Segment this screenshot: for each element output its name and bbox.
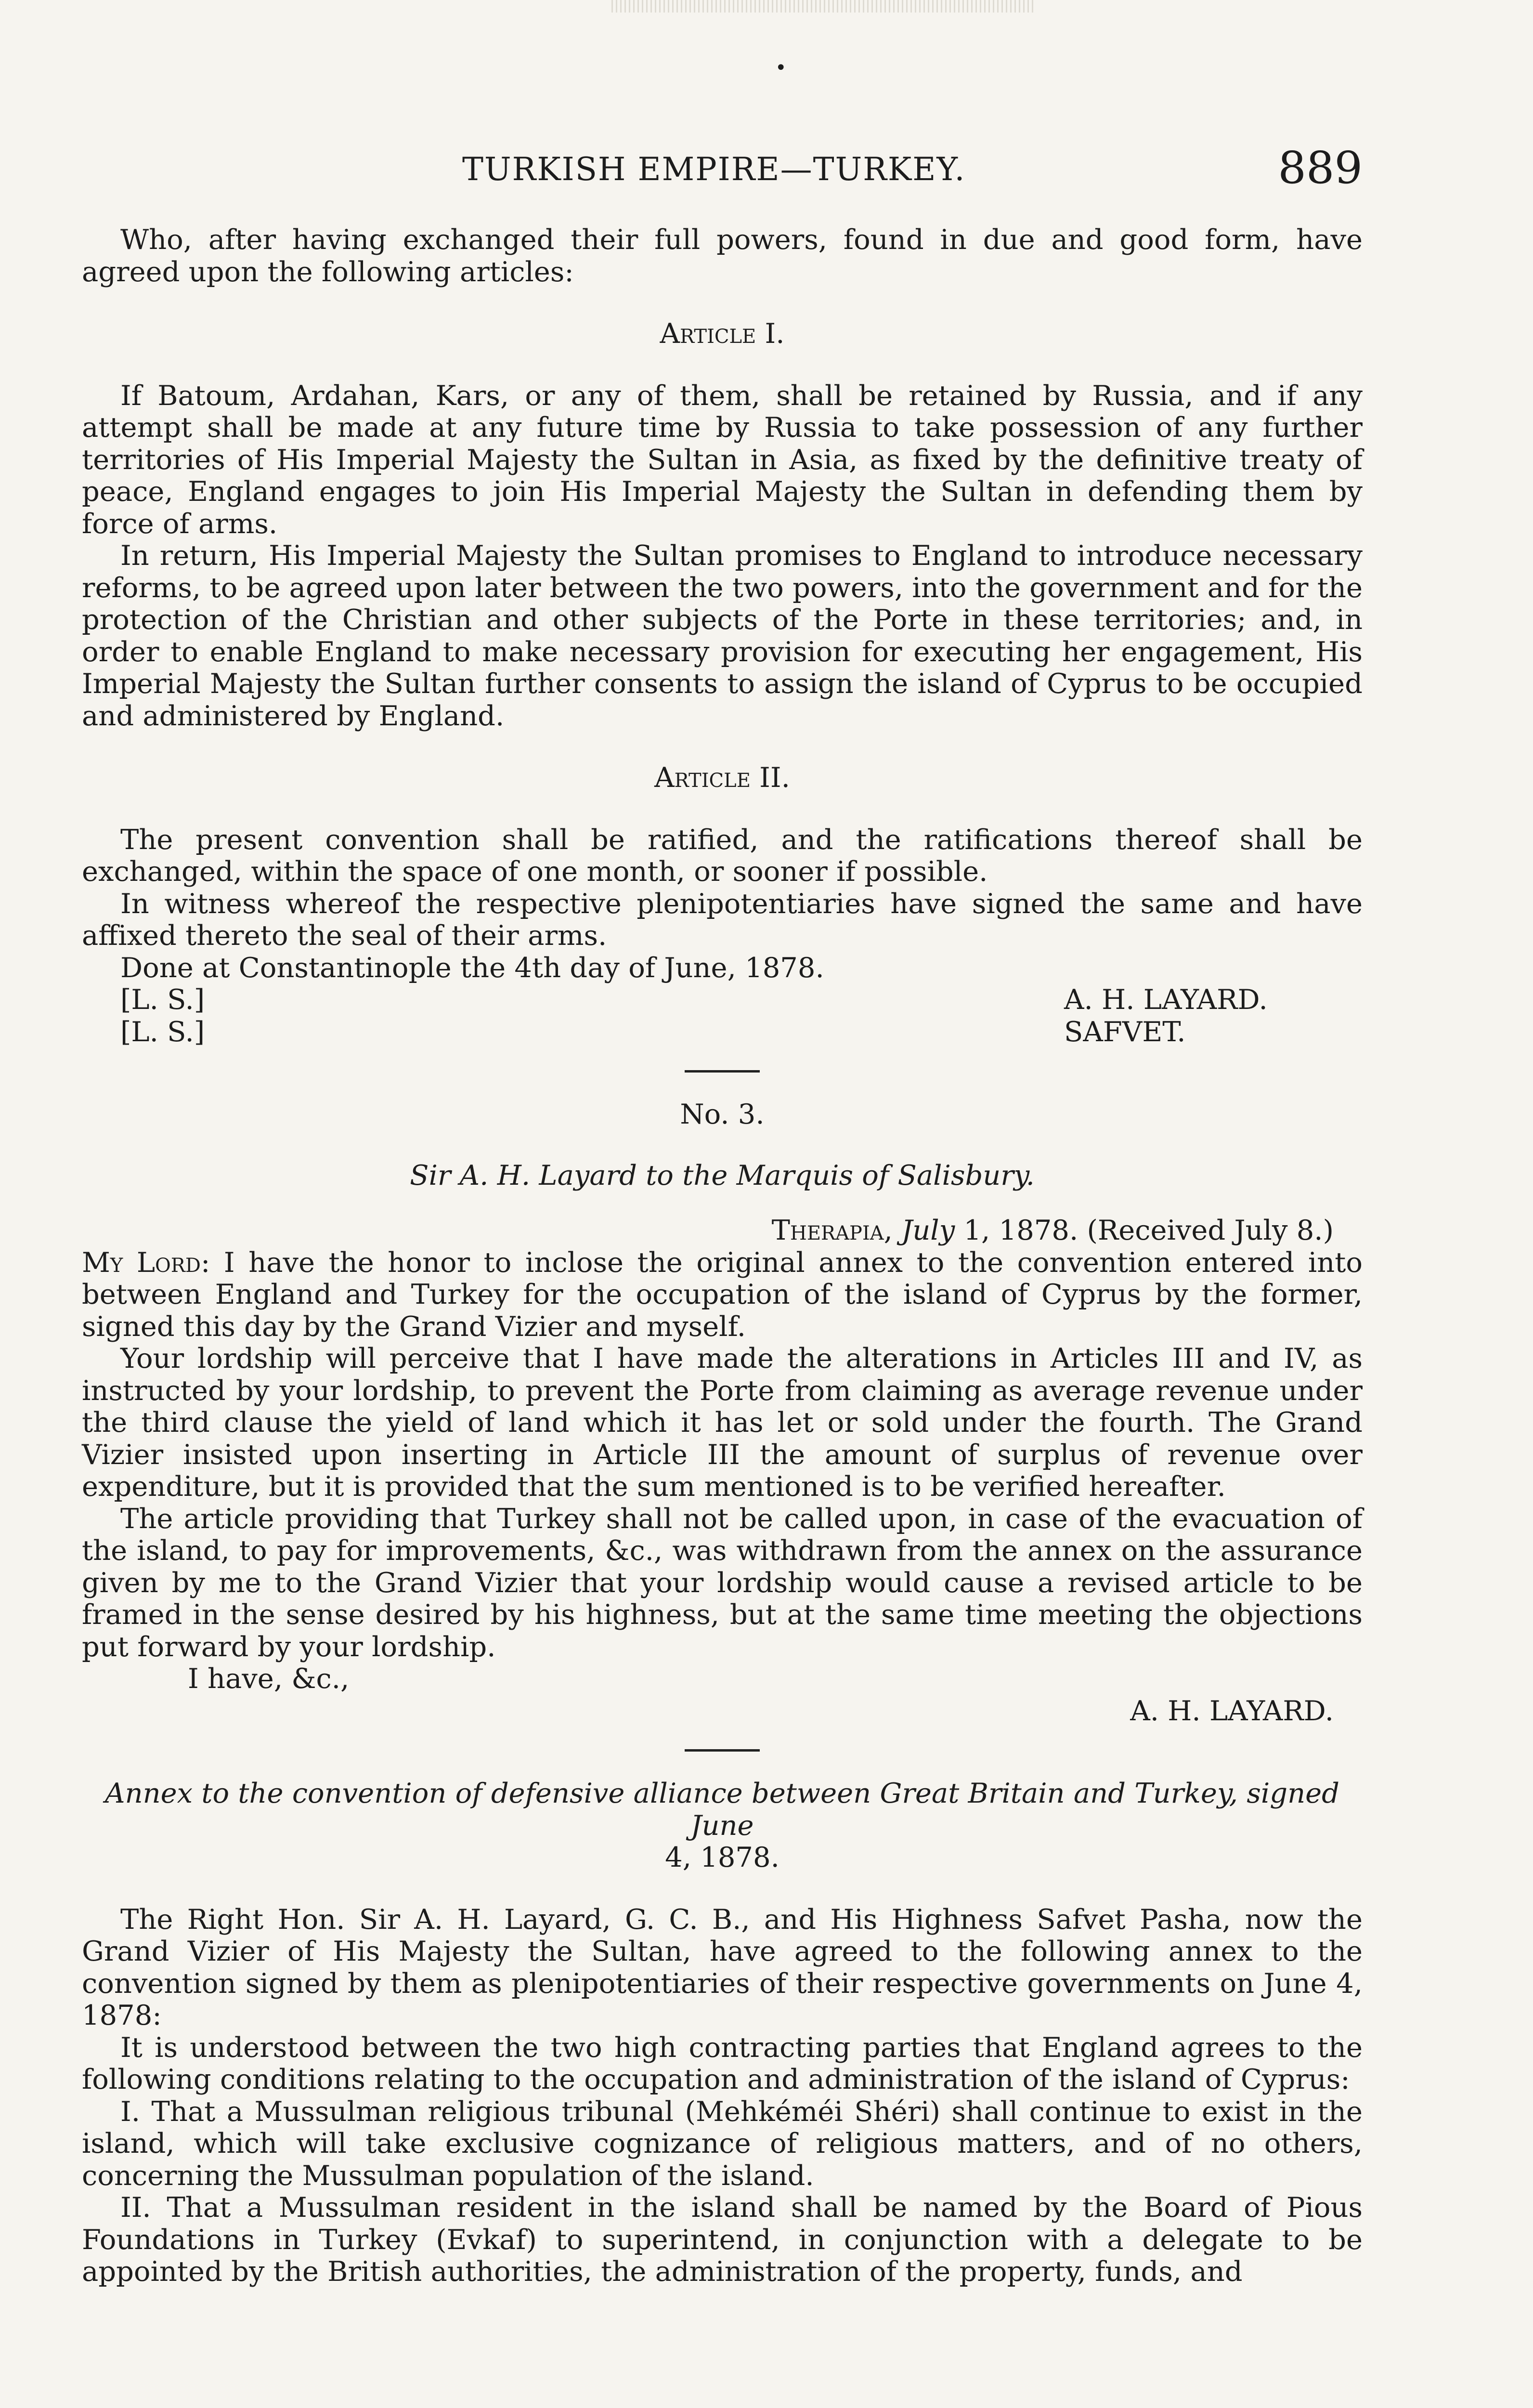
- article-2-heading: Article II.: [654, 761, 790, 794]
- article-2-paragraph: In witness whereof the respective plenipotentiaries have signed the same and have affixed thereto the seal of their arms.: [82, 887, 1363, 952]
- seal: [L. S.]: [120, 1015, 205, 1048]
- section-rule: [685, 1749, 760, 1752]
- annex-title: [82, 1778, 1363, 1874]
- running-head: TURKISH EMPIRE—TURKEY.: [462, 151, 966, 188]
- dateline-rest: 1, 1878. (Received July 8.): [963, 1214, 1334, 1246]
- page-number: 889: [1278, 142, 1363, 194]
- document-number: No. 3.: [680, 1098, 765, 1130]
- annex-paragraph: II. That a Mussulman resident in the island shall be named by the Board of Pious Foundations in Turkey (Evkaf) to superintend, in conjunction with a delegate to be appointed by the British authorities, the administration of the property, funds, and: [82, 2191, 1363, 2288]
- annex-paragraph: I. That a Mussulman religious tribunal (Mehkéméi Shéri) shall continue to exist in the island, which will take exclusive cognizance of religious matters, and of no others, concerning the Mussulman population of the island.: [82, 2095, 1363, 2192]
- signatory: A. H. LAYARD.: [1064, 983, 1268, 1016]
- article-1-paragraph: In return, His Imperial Majesty the Sultan promises to England to introduce necessary reforms, to be agreed upon later between the two powers, into the government and for the protection of the Christian and other subjects of the Porte in these territories; and, in order to enable England to make necessary provision for executing her engagement, His Imperial Majesty the Sultan further consents to assign the island of Cyprus to be occupied and administered by England.: [82, 539, 1363, 732]
- article-2-paragraph: The present convention shall be ratified, and the ratifications thereof shall be exchanged, within the space of one month, or sooner if possible.: [82, 823, 1363, 888]
- annex-title-date: 4, 1878.: [665, 1841, 779, 1873]
- closing: I have, &c.,: [188, 1662, 350, 1695]
- signature-row: [82, 1016, 1363, 1048]
- preamble: Who, after having exchanged their full powers, found in due and good form, have agreed upon the following articles:: [82, 223, 1363, 288]
- scan-artifact: [611, 0, 1035, 13]
- signatory: SAFVET.: [1064, 1015, 1186, 1048]
- salutation: My Lord: [82, 1246, 201, 1279]
- signature-row: [82, 984, 1363, 1016]
- letter-title: Sir A. H. Layard to the Marquis of Salisbury.: [410, 1159, 1035, 1191]
- article-1-paragraph: If Batoum, Ardahan, Kars, or any of them, shall be retained by Russia, and if any attempt shall be made at any future time by Russia to take possession of any further territories of His Imperial Majesty the Sultan in Asia, as fixed by the definitive treaty of peace, England engages to join His Imperial Majesty the Sultan in defending them by force of arms.: [82, 379, 1363, 540]
- done-at-line: Done at Constantinople the 4th day of June, 1878.: [120, 951, 824, 984]
- signature-row: [82, 952, 1363, 984]
- section-rule: [685, 1070, 760, 1073]
- ink-mark: •: [775, 57, 787, 79]
- letter-paragraph: [82, 1247, 1363, 1343]
- seal: [L. S.]: [120, 983, 205, 1016]
- letter-paragraph: The article providing that Turkey shall not be called upon, in case of the evacuation of the island, to pay for improvements, &c., was withdrawn from the annex on the assurance given by me to the Grand Vizier that your lordship would cause a revised article to be framed in the sense desired by his highness, but at the same time meeting the objections put forward by your lordship.: [82, 1502, 1363, 1663]
- dateline: [82, 1215, 1363, 1247]
- letter-paragraph-text: : I have the honor to inclose the original annex to the convention entered into between England and Turkey for the occupation of the island of Cyprus by the former, signed this day by the Grand Vizier and myself.: [82, 1246, 1363, 1343]
- dateline-month: July: [901, 1214, 955, 1246]
- annex-paragraph: The Right Hon. Sir A. H. Layard, G. C. B., and His Highness Safvet Pasha, now the Grand Vizier of His Majesty the Sultan, have agreed to the following annex to the convention signed by them as plenipotentiaries of their respective governments on June 4, 1878:: [82, 1903, 1363, 2031]
- article-1-heading: Article I.: [660, 317, 785, 350]
- page-body: [82, 224, 1363, 2288]
- dateline-place: Therapia,: [771, 1214, 893, 1246]
- letter-signature: A. H. LAYARD.: [1130, 1694, 1334, 1727]
- annex-title-text: Annex to the convention of defensive alliance between Great Britain and Turkey, signed June: [105, 1777, 1339, 1842]
- letter-paragraph: Your lordship will perceive that I have made the alterations in Articles III and IV, as instructed by your lordship, to prevent the Porte from claiming as average revenue under the third clause the yield of land which it has let or sold under the fourth. The Grand Vizier insisted upon inserting in Article III the amount of surplus of revenue over expenditure, but it is provided that the sum mentioned is to be verified hereafter.: [82, 1342, 1363, 1503]
- annex-paragraph: It is understood between the two high contracting parties that England agrees to the following conditions relating to the occupation and administration of the island of Cyprus:: [82, 2031, 1363, 2095]
- page: [82, 0, 1363, 2408]
- page-header: [82, 142, 1363, 195]
